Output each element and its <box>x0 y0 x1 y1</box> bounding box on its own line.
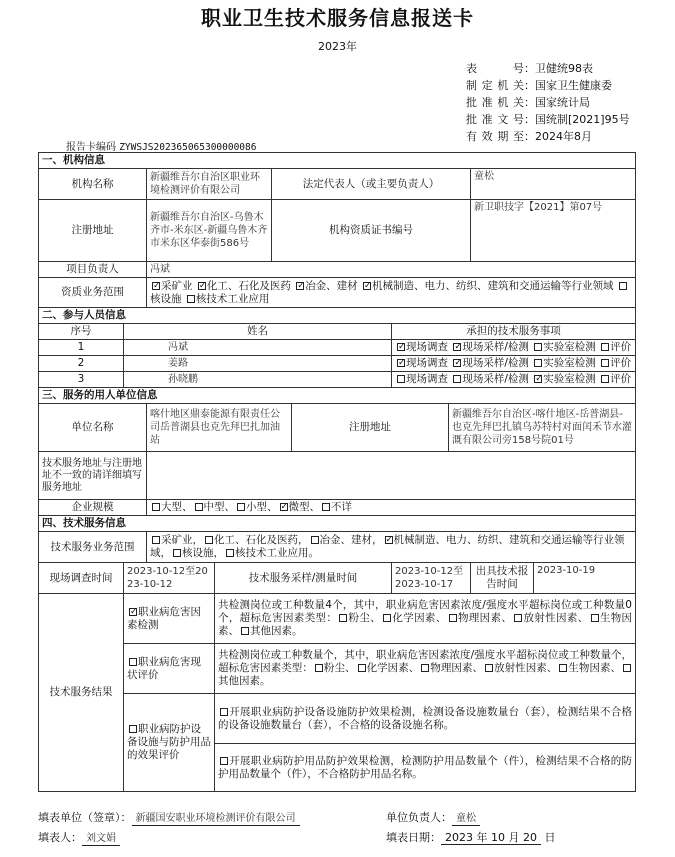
result-item-label: 职业病危害因素检测 <box>127 605 201 631</box>
table-row <box>39 372 636 388</box>
meta-table-no: 表 号：卫健统98表 <box>466 62 593 75</box>
size-option: 微型 <box>288 501 310 513</box>
survey-time: 2023-10-12至2023-10-12 <box>124 563 215 594</box>
report-code-line <box>66 138 256 153</box>
checkbox-checked-icon[interactable] <box>129 608 137 616</box>
checkbox-checked-icon <box>198 282 206 290</box>
service-addr-label: 技术服务地址与注册地址不一致的请详细填写服务地址 <box>39 452 147 500</box>
factor-type: 物理因素 <box>457 612 502 624</box>
checkbox-empty-icon[interactable] <box>534 343 542 351</box>
survey-time-label: 现场调查时间 <box>39 563 124 594</box>
cert-label: 机构资质证书编号 <box>272 200 471 262</box>
result-item-protection <box>124 694 215 792</box>
checkbox-empty-icon[interactable] <box>195 503 203 511</box>
date-month: 10 <box>491 831 505 844</box>
task-option: 评价 <box>610 357 632 369</box>
checkbox-empty-icon[interactable] <box>220 708 228 716</box>
row-name: 孙晓鹏 <box>124 372 392 388</box>
checkbox-empty-icon[interactable] <box>534 359 542 367</box>
meta-valid-until: 有效期至：2024年8月 <box>466 130 592 143</box>
checkbox-empty-icon[interactable] <box>591 614 599 622</box>
checkbox-empty-icon[interactable] <box>241 627 249 635</box>
legal-rep-label: 法定代表人（或主要负责人） <box>272 169 471 200</box>
factor-type: 粉尘 <box>323 662 345 674</box>
service-scope: 采矿业， 化工、石化及医药， 冶金、建材，✓ 机械制造、电力、纺织、建筑和交通运输等行业领域， 核设施， 核技术工业应用。 <box>147 532 636 563</box>
unit-addr-label: 注册地址 <box>292 404 449 452</box>
checkbox-empty-icon <box>619 282 627 290</box>
address-label: 注册地址 <box>39 200 147 262</box>
task-option: 评价 <box>610 341 632 353</box>
result-assessment-text: 共检测岗位或工种数量个，其中，职业病危害因素浓度/强度水平超标岗位或工种数量个，超标危害因素类型： 粉尘、 化学因素、 物理因素、 放射性因素、 生物因素、其他因素。 <box>215 644 636 694</box>
checkbox-empty-icon[interactable] <box>421 664 429 672</box>
task-option: 现场采样/检测 <box>462 373 529 385</box>
scope-option-label: 核技术工业应用 <box>235 547 309 559</box>
checkbox-empty-icon[interactable] <box>601 343 609 351</box>
checkbox-empty-icon[interactable] <box>237 503 245 511</box>
checkbox-empty-icon[interactable] <box>129 658 137 666</box>
result-item-label: 职业病危害现状评价 <box>127 655 201 681</box>
result-item-assessment <box>124 644 215 694</box>
checkbox-checked-icon[interactable] <box>397 343 405 351</box>
org-name-label: 机构名称 <box>39 169 147 200</box>
checkbox-checked-icon[interactable] <box>280 503 288 511</box>
checkbox-checked-icon <box>152 282 160 290</box>
checkbox-empty-icon[interactable] <box>358 664 366 672</box>
factor-type: 其他因素 <box>250 625 292 637</box>
checkbox-empty-icon[interactable] <box>311 536 319 544</box>
task-checks <box>392 340 636 356</box>
scope-option-label: 冶金、建材 <box>305 279 358 292</box>
checkbox-empty-icon[interactable] <box>623 664 631 672</box>
result-label: 技术服务结果 <box>39 594 124 792</box>
report-time: 2023-10-19 <box>534 563 636 594</box>
form-year: 2023年 <box>318 40 357 53</box>
scope-option-label: 采矿业 <box>161 279 193 292</box>
checkbox-checked-icon[interactable] <box>453 343 461 351</box>
task-checks <box>392 372 636 388</box>
checkbox-checked-icon[interactable] <box>397 359 405 367</box>
size-label: 企业规模 <box>39 500 147 516</box>
task-option: 实验室检测 <box>543 357 596 369</box>
scope-option-label: 核技术工业应用 <box>195 292 270 305</box>
checkbox-empty-icon[interactable] <box>601 375 609 383</box>
factor-type: 粉尘 <box>348 612 371 624</box>
scope-option[interactable] <box>196 280 291 292</box>
meta-label: 批准文号 <box>466 113 524 126</box>
checkbox-empty-icon[interactable] <box>315 664 323 672</box>
checkbox-empty-icon[interactable] <box>453 375 461 383</box>
sampling-time-label: 技术服务采样/测量时间 <box>215 563 392 594</box>
enterprise-size: 大型、 中型、 小型、✓ 微型、 不详 <box>147 500 636 516</box>
scope-option[interactable] <box>150 280 193 292</box>
section-heading-employer: 三、服务的用人单位信息 <box>39 388 636 404</box>
task-option: 实验室检测 <box>543 341 596 353</box>
task-checks <box>392 356 636 372</box>
result-item-label: 职业病防护设备设施与防护用品的效果评价 <box>127 723 211 761</box>
result-text: 共检测岗位或工种数量个，其中，职业病危害因素浓度/强度水平超标岗位或工种数量个，超标危害因素类型： <box>218 649 632 674</box>
scope-option[interactable] <box>361 280 614 292</box>
table-row <box>39 340 636 356</box>
form-title: 职业卫生技术服务信息报送卡 <box>201 6 474 30</box>
row-no: 3 <box>39 372 124 388</box>
checkbox-checked-icon[interactable] <box>534 375 542 383</box>
meta-label: 制定机关 <box>466 79 524 92</box>
pm-name: 冯斌 <box>147 262 636 278</box>
checkbox-empty-icon[interactable] <box>152 536 160 544</box>
meta-value: 国统制[2021]95号 <box>535 113 630 126</box>
date-day: 20 <box>523 831 537 844</box>
footer-filler-line <box>38 829 120 846</box>
row-no: 2 <box>39 356 124 372</box>
task-option: 现场调查 <box>406 373 448 385</box>
row-name: 姜路 <box>124 356 392 372</box>
checkbox-empty-icon[interactable] <box>339 614 347 622</box>
meta-value: 卫健统98表 <box>535 62 593 75</box>
sampling-time: 2023-10-12至2023-10-17 <box>392 563 471 594</box>
factor-type: 物理因素 <box>430 662 473 674</box>
checkbox-empty-icon[interactable] <box>397 375 405 383</box>
checkbox-empty-icon[interactable] <box>220 757 228 765</box>
report-time-label: 出具技术报告时间 <box>471 563 534 594</box>
factor-type: 化学因素 <box>392 612 436 624</box>
org-address: 新疆维吾尔自治区-乌鲁木齐市-米东区-新疆乌鲁木齐市米东区华泰街586号 <box>147 200 272 262</box>
date-unit: 日 <box>544 831 556 844</box>
checkbox-empty-icon <box>187 295 195 303</box>
result-ppe-text <box>215 744 636 792</box>
task-option: 现场调查 <box>406 357 448 369</box>
task-option: 实验室检测 <box>543 373 596 385</box>
row-no: 1 <box>39 340 124 356</box>
factor-type: 生物因素 <box>568 662 611 674</box>
size-option: 大型 <box>161 501 182 513</box>
checkbox-empty-icon[interactable] <box>173 549 181 557</box>
checkbox-empty-icon[interactable] <box>226 549 234 557</box>
result-detection-text: 共检测岗位或工种数量4个，其中，职业病危害因素浓度/强度水平超标岗位或工种数量0个，超标危害因素类型： 粉尘、 化学因素、 物理因素、 放射性因素、 生物因素、 其他因素。 <box>215 594 636 644</box>
footer-date-year <box>441 831 541 845</box>
result-item-detection <box>124 594 215 644</box>
meta-approver: 批准机关：国家统计局 <box>466 96 590 109</box>
report-code-label: 报告卡编码 <box>66 142 116 153</box>
date-year: 2023 <box>445 831 473 844</box>
scope-option-label: 核设施 <box>182 547 214 559</box>
cert-no: 新卫职技字【2021】第07号 <box>471 200 636 262</box>
pm-label: 项目负责人 <box>39 262 147 278</box>
checkbox-empty-icon[interactable] <box>322 503 330 511</box>
col-task-header: 承担的技术服务事项 <box>392 324 636 340</box>
size-option: 不详 <box>331 501 352 513</box>
factor-type: 放射性因素 <box>494 662 547 674</box>
size-option: 小型 <box>246 501 267 513</box>
table-row <box>39 356 636 372</box>
section-heading-service: 四、技术服务信息 <box>39 516 636 532</box>
col-no-header: 序号 <box>39 324 124 340</box>
report-code: ZYWSJS202365065300000086 <box>119 142 257 153</box>
meta-approval-no: 批准文号：国统制[2021]95号 <box>466 113 630 126</box>
meta-label: 有效期至 <box>466 130 524 143</box>
col-name-header: 姓名 <box>124 324 392 340</box>
checkbox-empty-icon[interactable] <box>449 614 457 622</box>
scope-option-label: 化工、石化及医药 <box>214 534 298 546</box>
org-name: 新疆维吾尔自治区职业环境检测评价有限公司 <box>147 169 272 200</box>
size-option: 中型 <box>203 501 225 513</box>
footer-leader-line <box>386 809 480 826</box>
footer-date-line <box>386 829 556 845</box>
info-form-table <box>38 152 636 792</box>
checkbox-empty-icon[interactable] <box>152 503 160 511</box>
footer-filler-label: 填表人： <box>38 831 82 844</box>
result-text: 开展职业病防护设备设施防护效果检测，检测设备设施数量台（套），检测结果不合格的设备设施数量台（套），不合格的设备设施名称。 <box>218 705 632 731</box>
task-option: 评价 <box>610 373 632 385</box>
scope-option-label: 核设施 <box>150 292 182 305</box>
checkbox-empty-icon[interactable] <box>383 614 391 622</box>
checkbox-checked-icon <box>363 282 371 290</box>
footer-unit: 新疆国安职业环境检测评价有限公司 <box>132 812 300 826</box>
checkbox-empty-icon[interactable] <box>205 536 213 544</box>
factor-type: 其他因素 <box>218 675 260 687</box>
section-heading-org: 一、机构信息 <box>39 153 636 169</box>
service-scope-label: 技术服务业务范围 <box>39 532 147 563</box>
date-unit: 年 <box>476 831 488 844</box>
scope-label: 资质业务范围 <box>39 278 147 308</box>
checkbox-checked-icon[interactable] <box>385 536 393 544</box>
section-heading-staff: 二、参与人员信息 <box>39 308 636 324</box>
unit-address: 新疆维吾尔自治区-喀什地区-岳普湖县-也克先拜巴扎镇乌苏特村对面闰禾节水灌溉有限公司旁158号院01号 <box>449 404 636 452</box>
footer-filler: 刘文娟 <box>82 832 120 846</box>
task-option: 现场调查 <box>406 341 448 353</box>
footer-leader: 童松 <box>452 812 480 826</box>
footer-leader-label: 单位负责人： <box>386 811 452 824</box>
service-address[interactable] <box>147 452 636 500</box>
meta-value: 国家统计局 <box>535 96 590 109</box>
result-text: 共检测岗位或工种数量4个，其中，职业病危害因素浓度/强度水平超标岗位或工种数量0个，超标危害因素类型： <box>218 599 632 624</box>
legal-rep: 童松 <box>471 169 636 200</box>
meta-authority: 制定机关：国家卫生健康委 <box>466 79 612 92</box>
scope-option-label: 冶金、建材 <box>319 534 372 546</box>
checkbox-empty-icon[interactable] <box>514 614 522 622</box>
scope-option[interactable] <box>185 293 270 305</box>
checkbox-empty-icon[interactable] <box>559 664 567 672</box>
footer-unit-label: 填表单位（签章）： <box>38 811 132 824</box>
row-name: 冯斌 <box>124 340 392 356</box>
sentence-end: 。 <box>260 675 271 687</box>
scope-option-label: 机械制造、电力、纺织、建筑和交通运输等行业领域 <box>150 534 625 559</box>
sentence-end: 。 <box>292 625 303 637</box>
scope-option-label: 化工、石化及医药 <box>206 279 291 292</box>
date-unit: 月 <box>508 831 520 844</box>
unit-name-label: 单位名称 <box>39 404 147 452</box>
task-option: 现场采样/检测 <box>462 341 529 353</box>
result-text: 开展职业病防护用品防护效果检测，检测防护用品数量个（件），检测结果不合格的防护用品数量个（件），不合格防护用品名称。 <box>218 754 632 780</box>
factor-type: 生物因素 <box>218 612 633 637</box>
footer-unit-line <box>38 809 300 826</box>
scope-option[interactable] <box>294 280 358 292</box>
meta-value: 2024年8月 <box>535 130 592 143</box>
scope-option-label: 机械制造、电力、纺织、建筑和交通运输等行业领域 <box>372 279 614 292</box>
meta-value: 国家卫生健康委 <box>535 79 612 92</box>
checkbox-checked-icon[interactable] <box>453 359 461 367</box>
factor-type: 放射性因素 <box>523 612 578 624</box>
task-option: 现场采样/检测 <box>462 357 529 369</box>
result-equipment-text <box>215 694 636 744</box>
factor-type: 化学因素 <box>366 662 409 674</box>
qualification-scope <box>147 278 636 308</box>
checkbox-empty-icon[interactable] <box>129 725 137 733</box>
meta-label: 批准机关 <box>466 96 524 109</box>
checkbox-empty-icon[interactable] <box>485 664 493 672</box>
meta-label: 表 号 <box>466 62 524 75</box>
footer-date-label: 填表日期： <box>386 831 441 844</box>
checkbox-checked-icon <box>296 282 304 290</box>
scope-option-label: 采矿业 <box>161 534 193 546</box>
unit-name: 喀什地区鼎泰能源有限责任公司岳普湖县也克先拜巴扎加油站 <box>147 404 292 452</box>
checkbox-empty-icon[interactable] <box>601 359 609 367</box>
